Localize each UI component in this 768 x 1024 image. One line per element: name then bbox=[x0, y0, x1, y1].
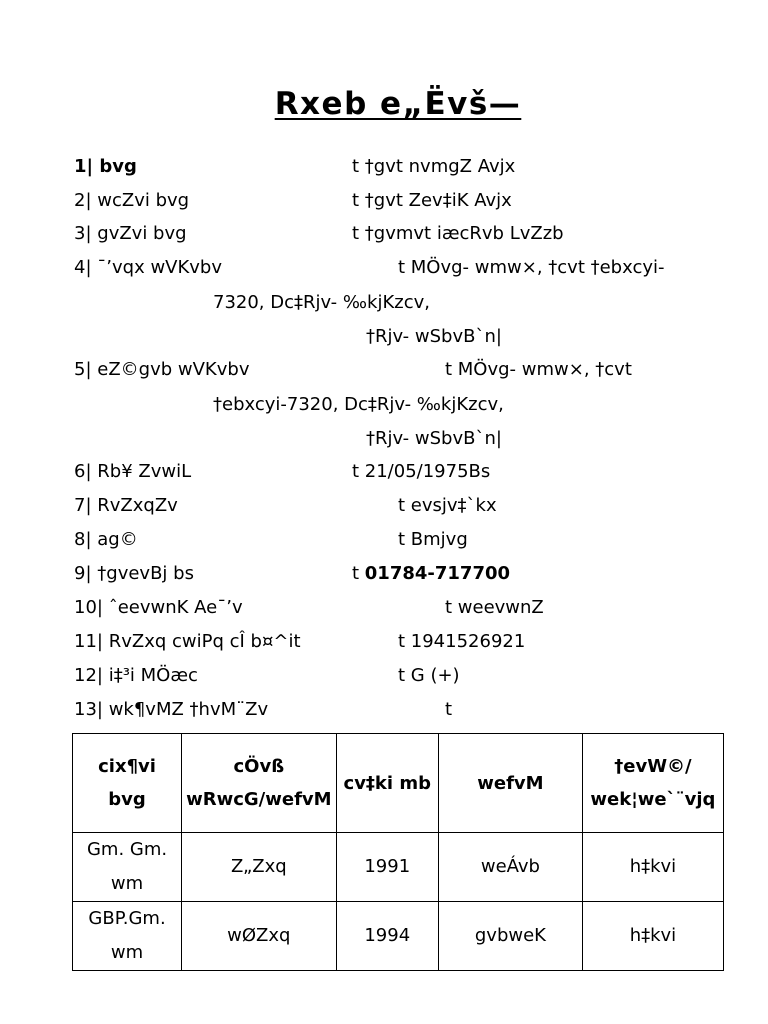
item-2-number: 2| bbox=[74, 190, 92, 211]
cell-exam: GBP.Gm. wm bbox=[73, 902, 182, 971]
item-6-label-text: Rb¥ ZvwiL bbox=[97, 461, 192, 482]
cell-board: h‡kvi bbox=[582, 902, 723, 971]
item-8-number: 8| bbox=[74, 529, 92, 550]
item-12-label bbox=[74, 664, 198, 688]
item-1-value: t †gvt nvmgZ Avjx bbox=[352, 156, 516, 177]
item-9-label bbox=[74, 562, 194, 586]
item-5-label-text: eZ©gvb wVKvbv bbox=[97, 359, 250, 380]
item-10-label bbox=[74, 596, 243, 620]
item-4-value-cont-1: 7320, Dc‡Rjv- ‰kjKzcv, bbox=[213, 292, 431, 313]
item-12-value: t G (+) bbox=[398, 665, 460, 686]
item-3-number: 3| bbox=[74, 223, 92, 244]
phone-number: 01784-717700 bbox=[364, 563, 511, 584]
item-4-label-text: ¯’vqx wVKvbv bbox=[97, 257, 223, 278]
item-10-value: t weevwnZ bbox=[445, 597, 544, 618]
table-header-row bbox=[73, 734, 724, 833]
item-1-number: 1| bbox=[74, 156, 94, 177]
item-11-number: 11| bbox=[74, 631, 103, 652]
item-5-value-cont-1: †ebxcyi-7320, Dc‡Rjv- ‰kjKzcv, bbox=[213, 394, 504, 415]
item-10-number: 10| bbox=[74, 597, 103, 618]
cell-division: Z„Zxq bbox=[182, 833, 336, 902]
education-table bbox=[72, 733, 724, 971]
item-11-label bbox=[74, 630, 301, 654]
table-row bbox=[73, 833, 724, 902]
item-6-label bbox=[74, 460, 191, 484]
item-8-label bbox=[74, 528, 138, 552]
item-3-value: t †gvmvt iæcRvb LvZzb bbox=[352, 223, 564, 244]
item-9-value bbox=[352, 562, 510, 586]
item-9-label-text: †gvevBj bs bbox=[97, 563, 194, 584]
item-11-label-text: RvZxq cwiPq cÎ b¤^it bbox=[108, 631, 301, 652]
item-1-label bbox=[74, 155, 137, 179]
header-exam-name: cix¶vi bvg bbox=[73, 734, 182, 833]
item-9-value-prefix: t bbox=[352, 563, 365, 584]
item-5-value: t MÖvg- wmw×, †cvt bbox=[445, 359, 632, 380]
item-2-label bbox=[74, 189, 189, 213]
cell-year: 1991 bbox=[336, 833, 438, 902]
item-6-number: 6| bbox=[74, 461, 92, 482]
item-8-value: t Bmjvg bbox=[398, 529, 468, 550]
cell-year: 1994 bbox=[336, 902, 438, 971]
cell-division: wØZxq bbox=[182, 902, 336, 971]
item-4-value: t MÖvg- wmw×, †cvt †ebxcyi- bbox=[398, 257, 665, 278]
item-1-label-text: bvg bbox=[99, 156, 137, 177]
header-gpa-division: cÖvß wRwcG/wefvM bbox=[182, 734, 336, 833]
item-12-label-text: i‡³i MÖæc bbox=[108, 665, 198, 686]
cell-board: h‡kvi bbox=[582, 833, 723, 902]
item-11-value: t 1941526921 bbox=[398, 631, 526, 652]
header-passing-year: cv‡ki mb bbox=[336, 734, 438, 833]
header-board: †evW©/ wek¦we`¨vjq bbox=[582, 734, 723, 833]
item-4-label bbox=[74, 256, 222, 280]
item-3-label-text: gvZvi bvg bbox=[97, 223, 187, 244]
item-3-label bbox=[74, 222, 187, 246]
page-title: Rxeb e„Ëvš— bbox=[274, 86, 522, 122]
item-2-value: t †gvt Zev‡iK Avjx bbox=[352, 190, 512, 211]
item-12-number: 12| bbox=[74, 665, 103, 686]
item-7-number: 7| bbox=[74, 495, 92, 516]
item-4-number: 4| bbox=[74, 257, 92, 278]
item-4-value-cont-2: †Rjv- wSbvB`n| bbox=[366, 326, 502, 347]
item-9-number: 9| bbox=[74, 563, 92, 584]
cell-group: gvbweK bbox=[438, 902, 582, 971]
item-8-label-text: ag© bbox=[97, 529, 138, 550]
item-7-label-text: RvZxqZv bbox=[97, 495, 178, 516]
item-7-label bbox=[74, 494, 178, 518]
item-13-label-text: wk¶vMZ †hvM¨Zv bbox=[108, 699, 269, 720]
item-7-value: t evsjv‡`kx bbox=[398, 495, 497, 516]
item-6-value: t 21/05/1975Bs bbox=[352, 461, 491, 482]
item-5-value-cont-2: †Rjv- wSbvB`n| bbox=[366, 428, 502, 449]
item-10-label-text: ˆeevwnK Ae¯’v bbox=[108, 597, 243, 618]
item-13-number: 13| bbox=[74, 699, 103, 720]
header-group: wefvM bbox=[438, 734, 582, 833]
cell-group: weÁvb bbox=[438, 833, 582, 902]
item-13-value: t bbox=[445, 699, 453, 720]
item-13-label bbox=[74, 698, 268, 722]
cell-exam: Gm. Gm. wm bbox=[73, 833, 182, 902]
item-2-label-text: wcZvi bvg bbox=[97, 190, 190, 211]
table-row bbox=[73, 902, 724, 971]
item-5-number: 5| bbox=[74, 359, 92, 380]
item-5-label bbox=[74, 358, 249, 382]
